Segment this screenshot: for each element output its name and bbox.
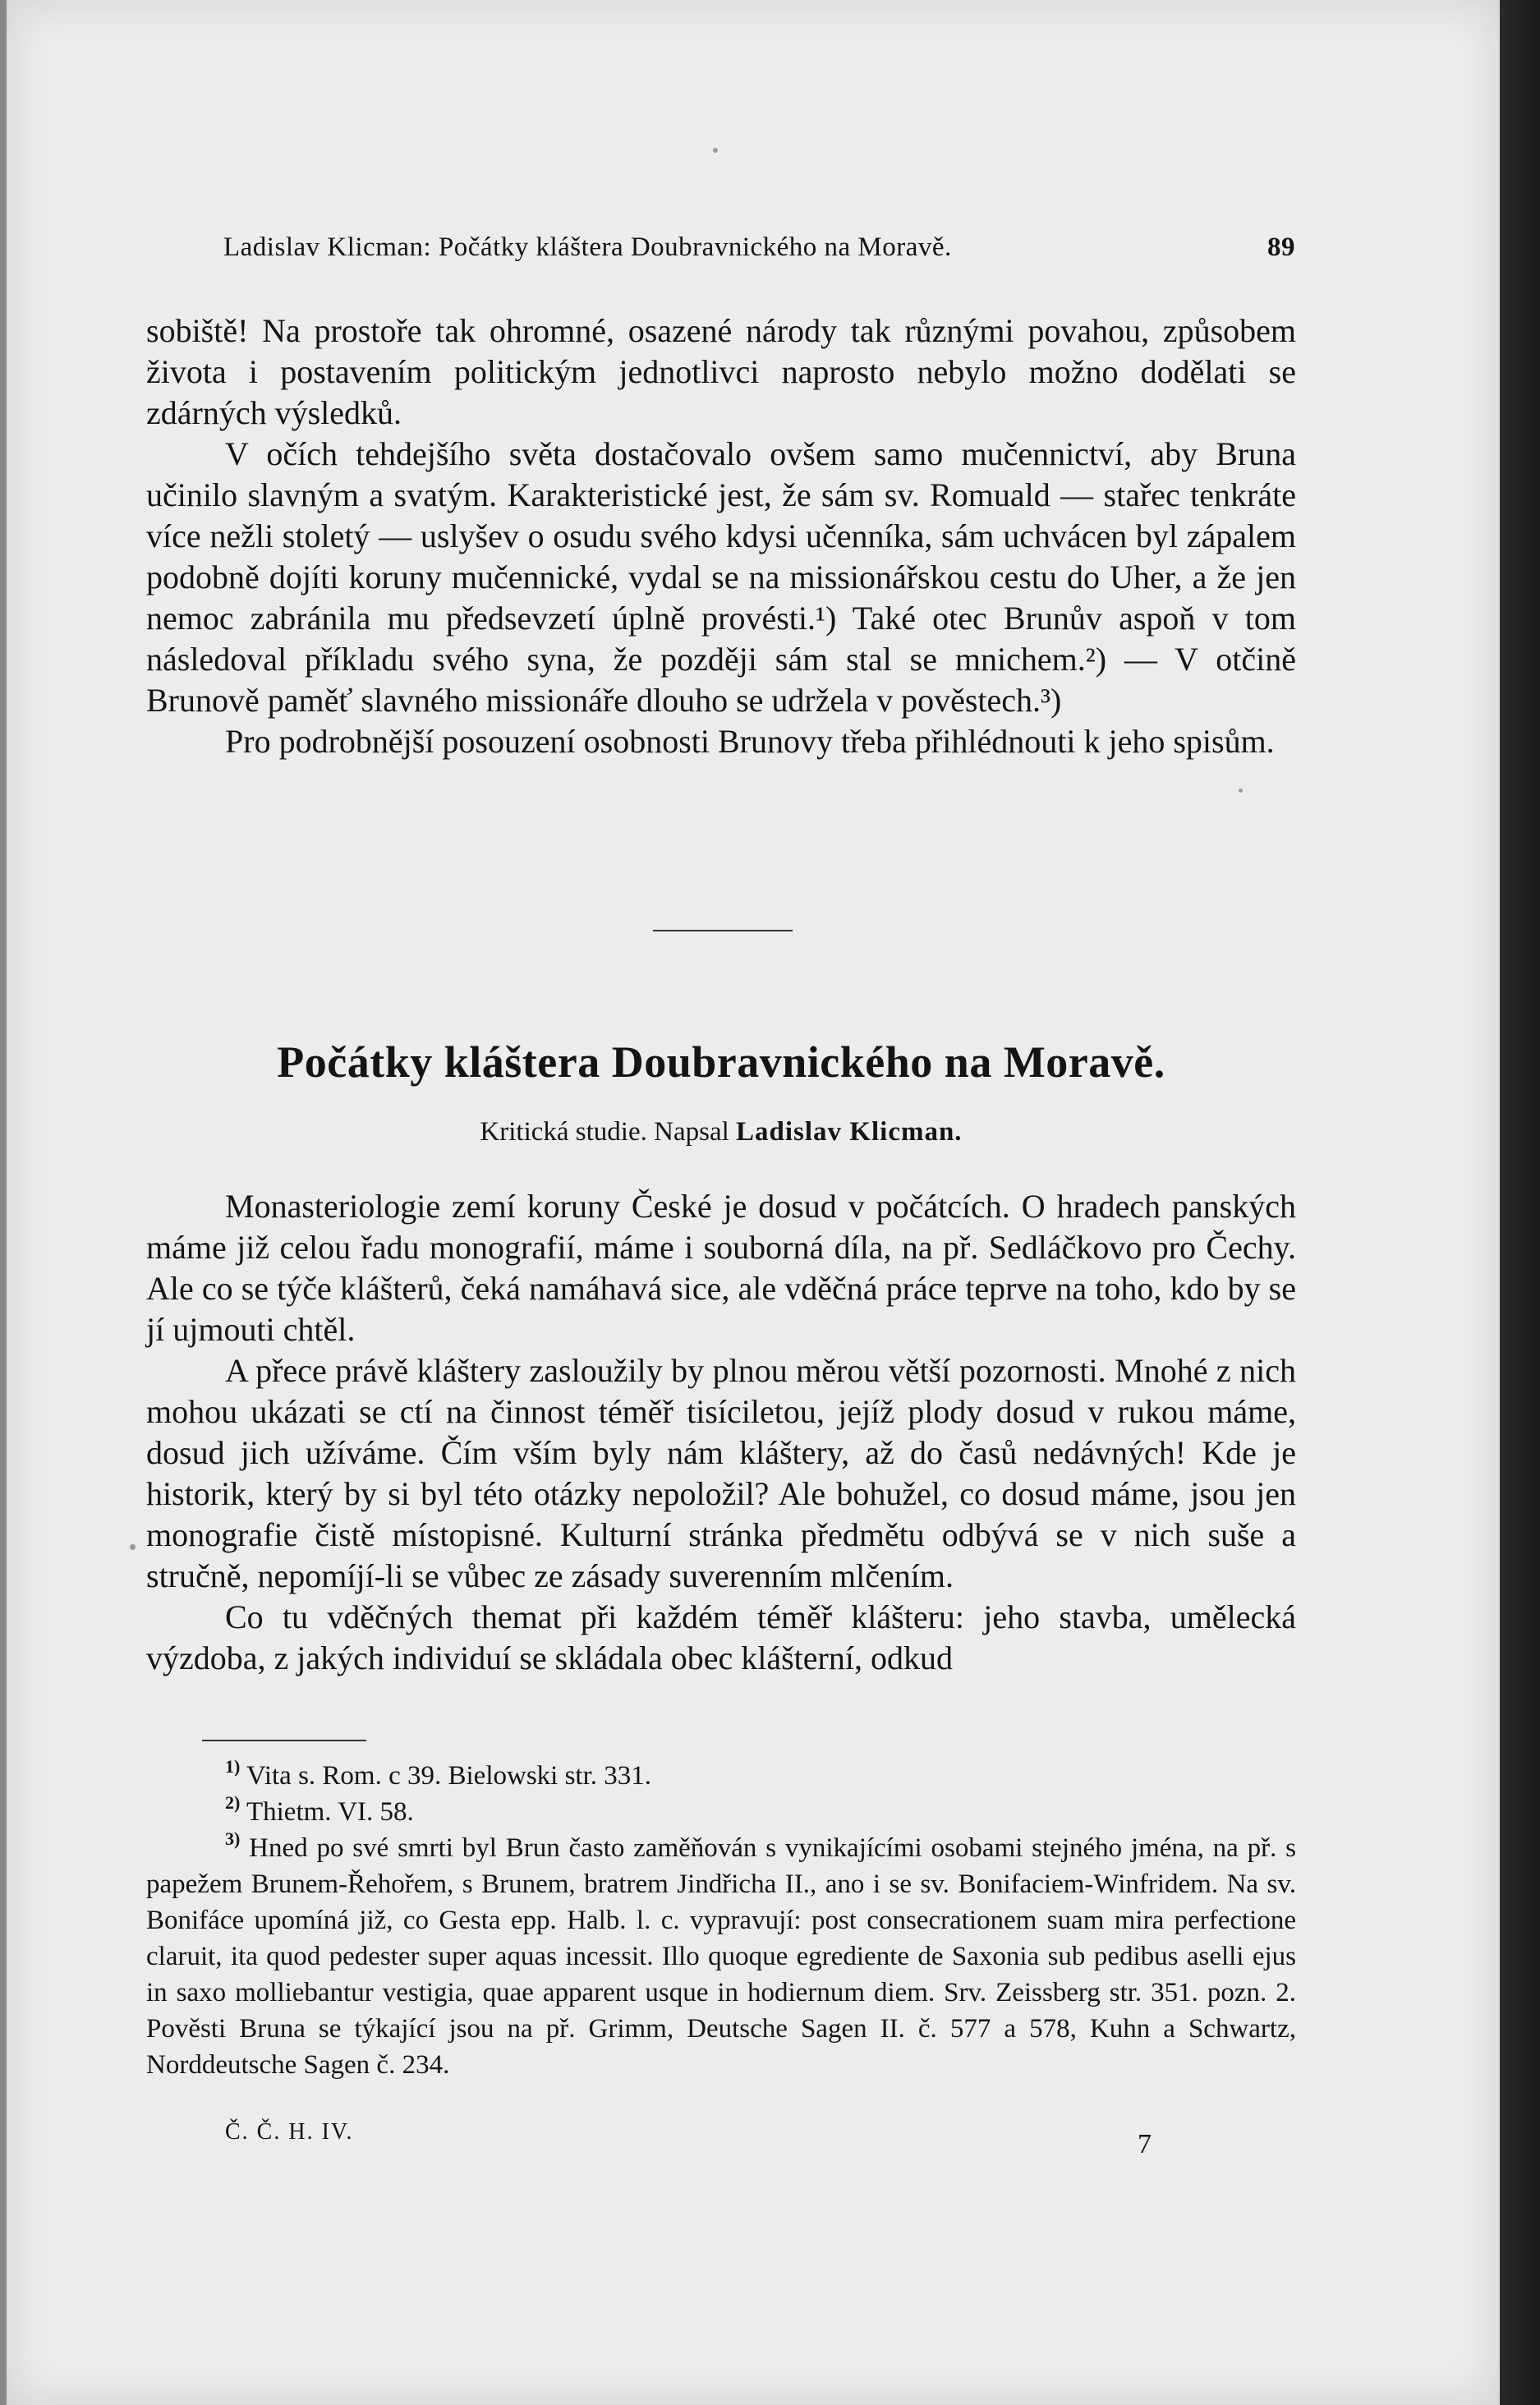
footnote [146,1794,1296,1830]
article-title: Počátky kláštera Doubravnického na Moravě. [277,1037,1165,1087]
section-separator [653,930,793,931]
continued-text [146,310,1296,762]
byline [146,1117,1296,1147]
paragraph: Pro podrobnější posouzení osobnosti Brunovy třeba přihlédnouti k jeho spisům. [225,723,1275,760]
running-head-title: Ladislav Klicman: Počátky kláštera Doubravnického na Moravě. [223,232,952,262]
footnote-mark: 1) [225,1756,241,1777]
paper-spot [130,1544,136,1550]
running-head [223,232,1295,263]
footnote-mark: 3) [225,1828,241,1849]
paper-spot [713,148,718,153]
printer-signature: Č. Č. H. IV. [225,2119,354,2145]
footnote-mark: 2) [225,1792,241,1813]
footnote [146,1830,1296,2083]
scan-right-edge [1500,0,1540,2405]
sheet-number: 7 [1138,2129,1152,2159]
paragraph: V očích tehdejšího světa dostačovalo ovšem samo mučennictví, aby Bruna učinilo slavným a svatým. Karakteristické jest, že sám sv. Romuald — stařec tenkráte více nežli stoletý — uslyšev o osudu svého kdysi učenníka, sám uchvácen byl zápalem podobně dojíti koruny mučennické, vydal se na missionářskou cestu do Uher, a že jen nemoc zabránila mu předsevzetí úplně provésti.¹) Také otec Brunův aspoň v tom následoval příkladu svého syna, že později sám stal se mnichem.²) — V otčině Brunově paměť slavného missionáře dlouho se udržela v pověstech.³) [146,435,1296,719]
byline-author: Ladislav Klicman. [736,1117,963,1147]
article-body [146,1186,1296,1679]
footnote-text: Hned po své smrti byl Brun často zaměňován s vynikajícími osobami stejného jména, na př. s papežem Brunem-Řehořem, s Brunem, bratrem Jindřicha II., ano i se sv. Bonifaciem-Winfridem. Na sv. Bonifáce upomíná již, co Gesta epp. Halb. l. c. vypravují: post consecrationem suam mira perfectione claruit, ita quod pedester super aquas incessit. Illo quoque egrediente de Saxonia sub pedibus aselli ejus in saxo molliebantur vestigia, quae apparent usque in hodiernum diem. Srv. Zeissberg str. 351. pozn. 2. Pověsti Bruna se týkající jsou na př. Grimm, Deutsche Sagen II. č. 577 a 578, Kuhn a Schwartz, Norddeutsche Sagen č. 234. [146,1833,1297,2080]
footnote [146,1758,1296,1794]
paragraph: Monasteriologie zemí koruny České je dosud v počátcích. O hradech panských máme již celou řadu monografií, máme i souborná díla, na př. Sedláčkovo pro Čechy. Ale co se týče klášterů, čeká namáhavá sice, ale vděčná práce teprve na toho, kdo by se jí ujmouti chtěl. [146,1188,1296,1348]
page-number: 89 [1267,232,1295,262]
paragraph: sobiště! Na prostoře tak ohromné, osazené národy tak různými povahou, způsobem života i postavením politickým jednotlivci naprosto nebylo možno dodělati se zdárných výsledků. [146,312,1296,431]
footnote-text: Vita s. Rom. c 39. Bielowski str. 331. [246,1761,652,1791]
paragraph: Co tu vděčných themat při každém téměř klášteru: jeho stavba, umělecká výzdoba, z jakých individuí se skládala obec klášterní, odkud [146,1598,1296,1676]
paragraph: A přece právě kláštery zasloužily by plnou měrou větší pozornosti. Mnohé z nich mohou ukázati se ctí na činnost téměř tisíciletou, jejíž plody dosud v rukou máme, dosud jich užíváme. Čím vším byly nám kláštery, až do časů nedávných! Kde je historik, který by si byl této otázky nepoložil? Ale bohužel, co dosud máme, jsou jen monografie čistě místopisné. Kulturní stránka předmětu odbývá se v nich suše a stručně, nepomíjí-li se vůbec ze zásady suverenním mlčením. [146,1352,1296,1594]
footnote-rule [202,1740,366,1741]
scan-left-edge [0,0,7,2405]
paper-spot [1239,789,1243,793]
byline-subtitle: Kritická studie. Napsal [480,1117,729,1147]
footnote-text: Thietm. VI. 58. [246,1797,414,1827]
footnotes [146,1758,1296,2083]
